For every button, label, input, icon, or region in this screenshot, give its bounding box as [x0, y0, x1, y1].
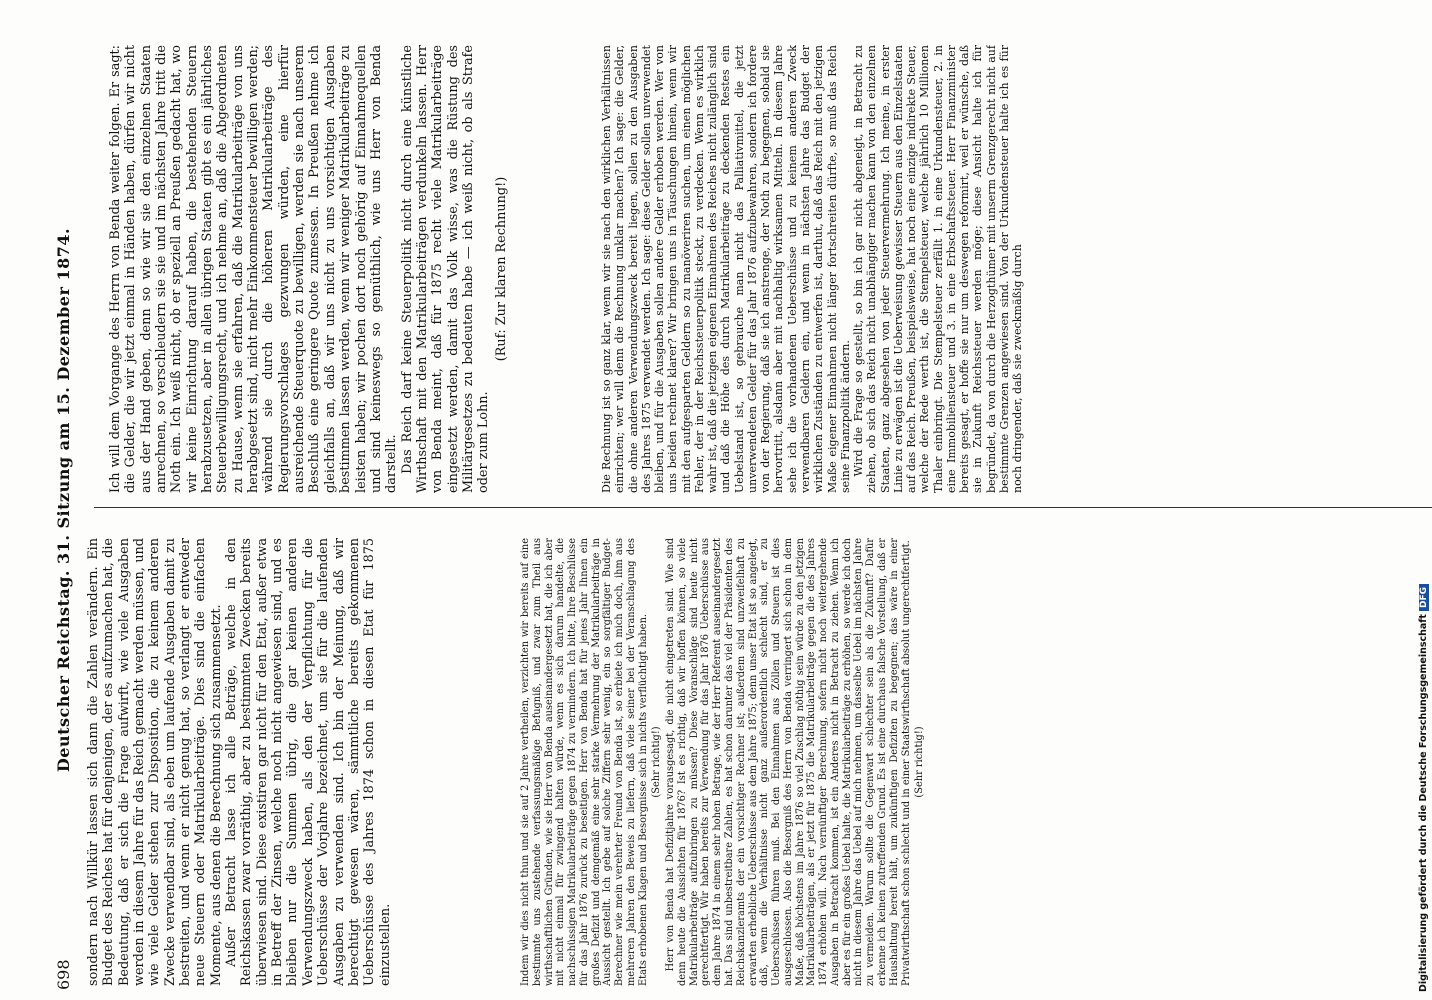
text-column-right-upper [108, 45, 538, 493]
interjection: (Sehr richtig!) [914, 726, 926, 798]
paragraph: Die Rechnung ist so ganz klar, wenn wir sie nach den wirklichen Verhältnissen einrichten; wer will denn die Rechnung unklar machen? Ich sage: die Gelder, die ohne anderen Verwendungszweck bereit liegen, sollen zu den Ausgaben des Jahres 1875 verwendet werden. Ich sage: diese Gelder sollen unverwendet bleiben, und für die Ausgaben sollen andere Gelder erhoben werden. Wer von uns beiden rechnet klarer? Wir bringen uns in Täuschungen hinein, wenn wir mit den aufgesparten Geldern so zu manöveriren suchen, um einen möglichen Fehler, der in der Reichssteuerpolitik steckt, zu verdecken. Wenn es wirklich wahr ist, daß die jetzigen eigenen Einnahmen des Reiches nicht zulänglich sind und daß die Höhe des durch Matrikularbeiträge zu deckenden Restes ein Uebelstand ist, so gebrauche man nicht das Palliativmittel, die jetzt unverwendeten Gelder für das Jahr 1876 aufzubewahren, sondern ich fordere von der Regierung, daß sie ich anstrenge, der Noth zu begegnen, sobald sie hervortritt, alsdann aber mit nachhaltig wirksamen Mitteln. In diesem Jahre sehe ich die vorhandenen Ueberschüsse und zu keinem anderen Zweck verwendbaren Geldern ein, und wenn in nächsten Jahre das Budget der wirklichen Zuständen zu entwerfen ist, darthut, daß das Reich mit den jetzigen Maße eigener Einnahmen nicht länger fortschreiten dürfte, so muß das Reich seine Finanzpolitik ändern. [600, 45, 852, 493]
text-column-left-lower [520, 538, 950, 986]
interjection: (Ruf: Zur klaren Rechnung!) [493, 176, 509, 362]
text-column-right-lower [600, 45, 1030, 493]
dfg-logo: DFG [1419, 584, 1429, 611]
paragraph: Ich will dem Vorgange des Herrn von Benda weiter folgen. Er sagt: die Gelder, die wir jetzt einmal in Händen haben, dürfen wir nicht aus der Hand geben, denn so wie wir sie den einzelnen Staaten anrechnen, so verschleudern sie sie und im nächsten Jahre tritt die Noth ein. Ich weiß nicht, ob er speziell an Preußen gedacht hat, wo wir keine Einrichtung darauf haben, die bestehenden Steuern herabzusetzen, aber in allen übrigen Staaten gibt es ein jährliches Steuerbewilligungsrecht, und ich nehme an, daß die Abgeordneten zu Hause, wenn sie erfahren, daß die Matrikularbeiträge von uns herabgesetzt sind, nicht mehr Einkommensteuer bewilligen werden; während sie durch die höheren Matrikularbeiträge des Regierungsvorschlages gezwungen würden, eine hierfür ausreichende Steuerquote zu bewilligen, werden sie nach unserem Beschluß eine geringere Quote zumessen. In Preußen nehme ich gleichfalls an, daß wir uns nicht zu uns vorsichtigen Ausgaben bestimmen lassen werden, wenn wir weniger Matrikularbeiträge zu leisten haben; wir pochen dort noch gehörig auf Einnahmequellen und sind keineswegs so gemüthlich, wie uns Herr von Benda darstellt. [108, 45, 400, 493]
paragraph: Indem wir dies nicht thun und sie auf 2 Jahre vertheilen, verzichten wir bereits auf eine bestimmte uns zustehende verfassungsmäßige Befugniß, und zwar zum Theil aus wirthschaftlichen Gründen, wie sie Herr von Benda auseinandergesetzt hat, die ich aber mit nicht einmal für zwingend halten würde, wenn es sich darum handelte, die nachschüssigen Matrikularbeiträge gegen 1874 zu vermindern. Ich bitte, Ihre Beschlüsse für das Jahr 1876 zurück zu beseitigen. Herr von Benda hat für jenes Jahr Ihnen ein großes Defizit und demgemäß eine sehr starke Vermehrung der Matrikularbeiträge in Aussicht gestellt. Ich gebe auf solche Ziffern sehr wenig, ein so sorgfältiger Budget-Berechner wie mein verehrter Freund von Benda ist, so erbiete ich mich doch, ihm aus mehreren Jahren den Beweis zu liefern, daß viele seiner bei der Veranschlagung des Etats erhobenen Klagen und Besorgnisse sich in nichts verflüchtigt haben. [520, 538, 649, 986]
text-column-left-upper [86, 538, 516, 986]
paragraph: Wird die Frage so gestellt, so bin ich gar nicht abgeneigt, in Betracht zu ziehen, ob sich das Reich nicht unabhängiger machen kann von den einzelnen Staaten, ganz abgesehen von jeder Steuervermehrung. Ich meine, in erster Linie zu erwägen ist die Ueberweisung gewisser Steuern aus den Einzelstaaten auf das Reich. Preußen, beispielsweise, hat noch eine einzige indirekte Steuer, welche der Rede werth ist, die Stempelsteuer, welche jährlich 10 Millionen Thaler einbringt. Die Stempelsteuer zerfällt 1. in eine Urkundensteuer, 2. in eine Immobiliensteuer und 3. in eine Erbschaftssteuer. Herr Finanzminister bereits gesagt, er hoffe sie nur um deswegen reformirt, weil er wünsche, daß sie in Zukunft Reichssteuer werden möge; diese Ansicht halte ich für begründet, da von durch die Herzogthümer mit unserm Grenzgerecht nicht auf bestimmte Grenzen angewiesen sind. Von der Urkundensteuer halte ich es für noch dringender, daß sie zweckmäßig durch [852, 45, 1025, 493]
paragraph: Das Reich darf keine Steuerpolitik nicht durch eine künstliche Wirthschaft mit den Matrikularbeiträgen verdunkeln lassen. Herr von Benda meint, daß für 1875 recht viele Matrikularbeiträge eingesetzt werden, damit das Volk wisse, was die Rüstung des Militärgesetzes zu bedeuten habe — ich weiß nicht, ob als Strafe oder zum Lohn. [399, 45, 492, 493]
page-number: 698 [54, 959, 73, 990]
interjection: (Sehr richtig!) [651, 726, 663, 798]
digitization-credit [1418, 2, 1432, 992]
column-divider-rule [94, 507, 1432, 508]
paragraph: sondern nach Willkür lassen sich dann die Zahlen verändern. Ein Budget des Reiches hat für denjenigen, der es aufzumachen hat, die Bedeutung, daß er sich die Frage aufwirft, wie viele Ausgaben werden in diesem Jahre für das Reich gemacht werden müssen, und wie viele Gelder stehen zur Disposition, die zu keinem anderen Zwecke verwendbar sind, als eben um laufende Ausgaben damit zu bestreiten, und wenn er nicht genug hat, so verlangt er entweder neue Steuern oder Matrikularbeiträge. Dies sind die einfachen Momente, aus denen die Berechnung sich zusammensetzt. [86, 538, 224, 986]
paragraph: Außer Betracht lasse ich alle Beträge, welche in den Reichskassen zwar vorräthig, aber zu bestimmten Zwecken bereits überwiesen sind. Diese existiren gar nicht für den Etat, außer etwa in Betreff der Zinsen, welche noch nicht angewiesen sind, und es bleiben nur die Summen übrig, die gar keinen anderen Verwendungszweck haben, als den der Verpflichtung für die Ueberschüsse der Vorjahre bezeichnet, um sie für die laufenden Ausgaben zu verwenden sind. Ich bin der Meinung, daß wir berechtigt gewesen wären, sämmtliche bereits gekommenen Ueberschüsse des Jahres 1874 schon in diesen Etat für 1875 einzustellen. [224, 538, 393, 986]
running-head: Deutscher Reichstag. 31. Sitzung am 15. Dezember 1874. [54, 227, 73, 773]
digitization-credit-text: Digitalisierung gefördert durch die Deutsche Forschungsgemeinschaft [1418, 614, 1429, 992]
paragraph: Herr von Benda hat Defizitjahre vorausgesagt, die nicht eingetreten sind. Wie sind denn heute die Aussichten für 1876? Ist es richtig, daß wir hoffen können, so viele Matrikularbeiträge aufzubringen zu müssen? Diese Voranschläge sind heute nicht gerechtfertigt. Wir haben bereits zur Verwendung für das Jahr 1876 Ueberschüsse aus dem Jahre 1874 in einem sehr hohen Betrage, wie der Herr Referent auseinandergesetzt hat. Das sind unbestreitbare Zahlen, es hat schon darunter das viel der Präsidenten des Reichskanzleramts der ein vorsichtiger Rechner ist; außerdem sind unzweifelhaft zu erwarten erhebliche Ueberschüsse aus dem Jahre 1875; denn unser Etat ist so angelegt, daß, wenn die Verhältnisse nicht ganz außerordentlich schlecht sind, er zu Ueberschüssen führen muß. Bei den Einnahmen aus Zöllen und Steuern ist dies ausgeschlossen. Also die Besorgniß des Herrn von Benda verringert sich schon in dem Maße, daß höchstens im Jahre 1876 so viel Zuschlag nöthig sein würde zu den jetzigen Matrikularbeiträgen, als er jetzt für 1875 die Matrikularbeiträge gegen die des Jahres 1874 erhöhen will. Nach vernünftiger Berechnung, sofern nicht noch weitergehende Ausgaben in Betracht kommen, ist ein Anderes nicht in Betracht zu ziehen. Wenn ich aber es für ein großes Uebel halte, die Matrikularbeiträge zu erhöhen, so werde ich doch nicht in diesem Jahre das Uebel auf mich nehmen, um dasselbe Uebel im nächsten Jahre zu vermeiden. Warum sollte die Gegenwart schlechter sein als die Zukunft? Dafür erkenne ich keinen zutreffenden Grund. Es ist eine durchaus falsche Vorstellung, daß er Haushaltung bereit hält, um zukünftigen Defiziten zu begegnen; das wäre in einer Privatwirthschaft schon schlecht und in einer Staatswirthschaft absolut ungerechtfertigt. [665, 538, 912, 986]
page-header [50, 10, 84, 990]
